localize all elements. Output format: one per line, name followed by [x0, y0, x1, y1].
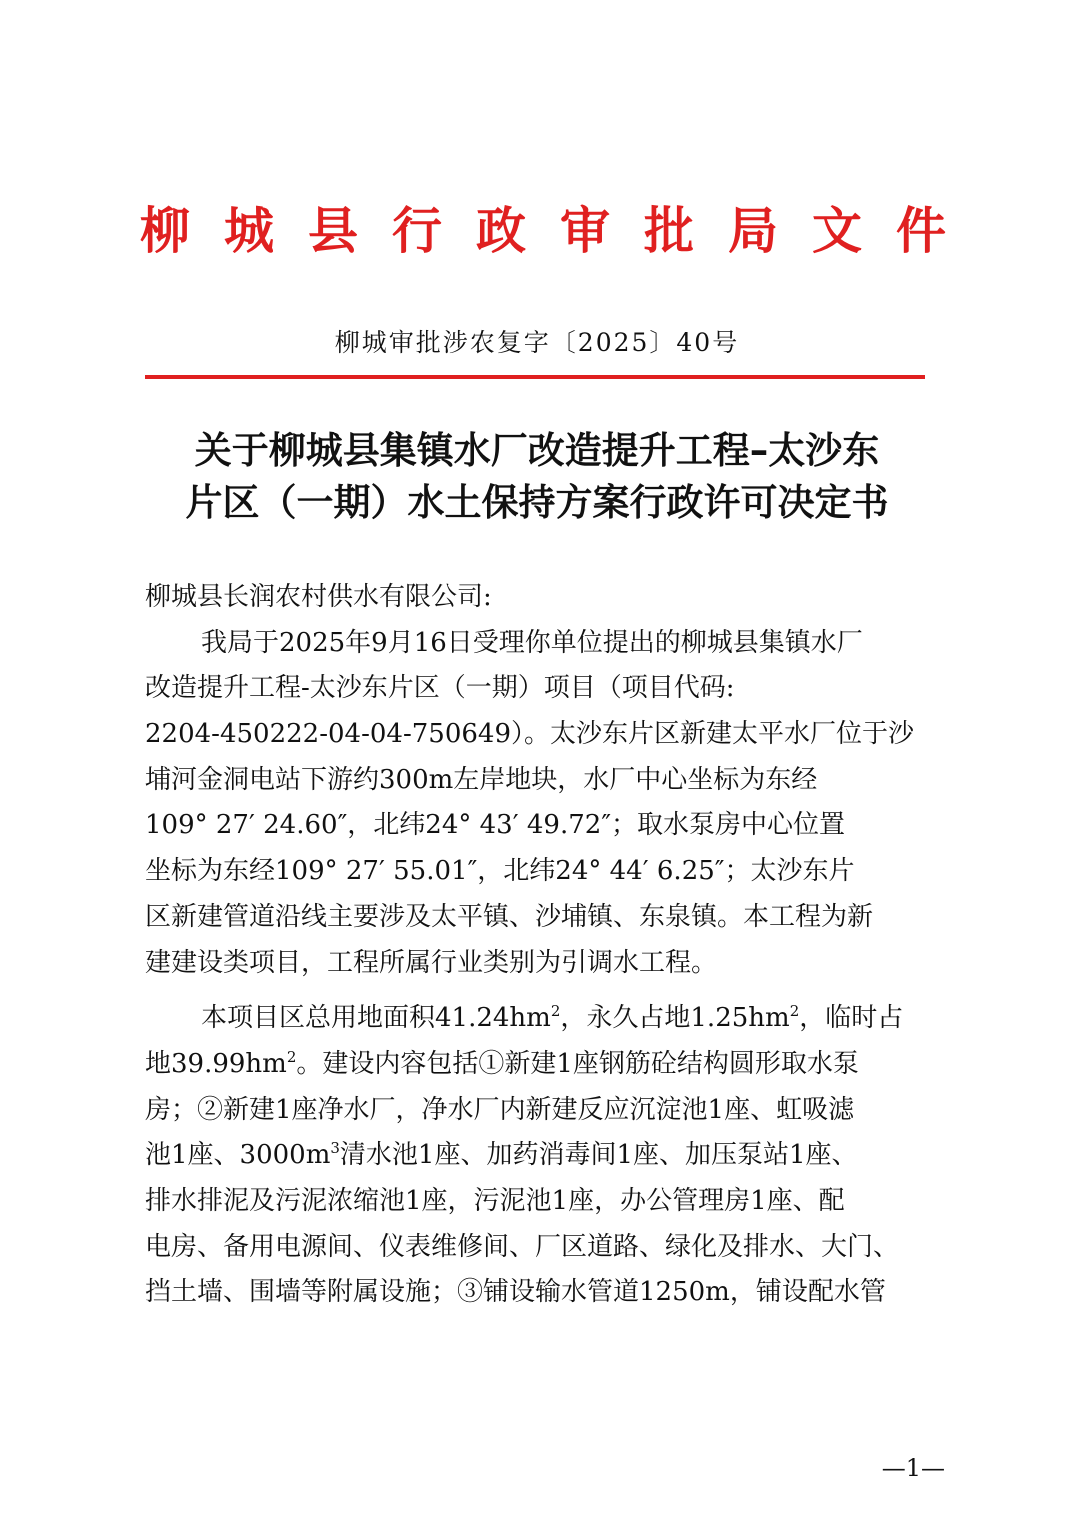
text-run: 。建设内容包括①新建1座钢筋砼结构圆形取水泵	[296, 1048, 859, 1079]
paragraph-line: 埔河金洞电站下游约300m左岸地块，水厂中心坐标为东经	[145, 764, 818, 795]
text-run: 地39.99hm	[145, 1048, 287, 1079]
header-char: 文	[812, 202, 862, 260]
paragraph-line: 改造提升工程-太沙东片区（一期）项目（项目代码:	[145, 673, 735, 704]
header-char: 批	[644, 202, 694, 260]
header-char: 柳	[140, 202, 190, 260]
header-char: 政	[476, 202, 526, 260]
document-title-line: 关于柳城县集镇水厂改造提升工程–太沙东	[194, 429, 880, 472]
paragraph-line: 2204-450222-04-04-750649）。太沙东片区新建太平水厂位于沙	[145, 719, 914, 750]
paragraph-line: 电房、备用电源间、仪表维修间、厂区道路、绿化及排水、大门、	[145, 1231, 900, 1262]
issuing-authority-header	[140, 198, 946, 264]
paragraph-line: 挡土墙、围墙等附属设施；③铺设输水管道1250m，铺设配水管	[145, 1277, 886, 1308]
document-body	[145, 575, 945, 1316]
text-run: ，永久占地1.25hm	[560, 1003, 790, 1034]
paragraph-line: 我局于2025年9月16日受理你单位提出的柳城县集镇水厂	[201, 627, 863, 658]
header-char: 城	[224, 202, 274, 260]
header-char: 行	[392, 202, 442, 260]
paragraph-line: 排水排泥及污泥浓缩池1座，污泥池1座，办公管理房1座、配	[145, 1185, 845, 1216]
header-char: 局	[728, 202, 778, 260]
paragraph-line: 房；②新建1座净水厂，净水厂内新建反应沉淀池1座、虹吸滤	[145, 1094, 855, 1125]
header-char: 审	[560, 202, 610, 260]
superscript: 2	[789, 1002, 800, 1021]
text-run: 清水池1座、加药消毒间1座、加压泵站1座、	[339, 1140, 858, 1171]
superscript: 3	[330, 1139, 340, 1158]
document-number: 柳城审批涉农复字〔2025〕40号	[334, 328, 740, 357]
addressee: 柳城县长润农村供水有限公司:	[145, 582, 492, 612]
header-char: 件	[896, 202, 946, 260]
text-run: 本项目区总用地面积41.24hm	[201, 1003, 551, 1034]
text-run: ，临时占	[799, 1003, 904, 1034]
paragraph-line: 区新建管道沿线主要涉及太平镇、沙埔镇、东泉镇。本工程为新	[145, 901, 874, 932]
paragraph-line: 109° 27′ 24.60″，北纬24° 43′ 49.72″；取水泵房中心位置	[145, 810, 846, 841]
text-run: 池1座、3000m	[145, 1140, 331, 1171]
paragraph-line	[145, 996, 945, 1042]
document-title	[120, 425, 954, 529]
superscript: 2	[550, 1002, 561, 1021]
paragraph-line	[145, 1133, 945, 1179]
paragraph-line: 坐标为东经109° 27′ 55.01″，北纬24° 44′ 6.25″；太沙东片	[145, 856, 855, 887]
red-divider-line	[145, 375, 925, 379]
document-title-line: 片区（一期）水土保持方案行政许可决定书	[185, 481, 889, 524]
page-number: —1—	[881, 1454, 945, 1482]
superscript: 2	[286, 1047, 297, 1066]
header-char: 县	[308, 202, 358, 260]
paragraph-line: 建建设类项目，工程所属行业类别为引调水工程。	[145, 947, 718, 978]
paragraph-line	[145, 1042, 945, 1088]
